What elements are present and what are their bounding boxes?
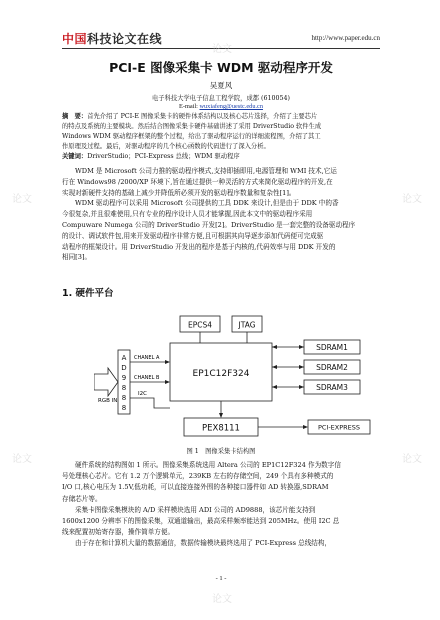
i2c-label: I2C bbox=[138, 391, 147, 397]
hardware-block-diagram bbox=[94, 310, 384, 448]
abstract-label: 摘 要： bbox=[62, 113, 88, 120]
epcs4-block bbox=[180, 316, 220, 332]
sdram1-label: SDRAM1 bbox=[316, 343, 348, 352]
watermark-text: 论文 bbox=[12, 454, 32, 465]
abstract-line: Windows WDM 驱动程序框架的整个过程，给出了驱动程序运行的详细流程图，介绍了其工 bbox=[62, 133, 321, 140]
abstract bbox=[62, 112, 380, 162]
sdram1-block bbox=[304, 340, 360, 354]
channel-a-label: CHANEL A bbox=[134, 355, 160, 361]
paragraph-line: 硬件系统的结构图如 1 所示。图像采集系统选用 Altera 公司的 EP1C12F324 作为数字信 bbox=[75, 461, 341, 469]
paper-email-line bbox=[62, 103, 380, 110]
paper-affiliation: 电子科技大学电子信息工程学院，成都 (610054) bbox=[152, 95, 290, 102]
keywords-label: 关键词： bbox=[62, 153, 88, 160]
paragraph-line: WDM 驱动程序可以采用 Microsoft 公司提供的工具 DDK 来设计,但是由于 DDK 中的香 bbox=[75, 199, 339, 208]
pci-express-label: PCI-EXPRESS bbox=[317, 423, 361, 432]
email-link[interactable]: wuxiafeng@uestc.edu.cn bbox=[199, 103, 263, 110]
paragraph-line: Compuware Numega 公司的 DriverStudio 开发[2]。DriverStudio 是一套完整的设备驱动程序 bbox=[62, 220, 356, 229]
ad-char: A bbox=[121, 354, 127, 362]
watermark-text: 论文 bbox=[402, 454, 422, 465]
paragraph-line: 的设计、调试软件包,用来开发驱动程序非常方便,且可根据其向导逐步添加代码便可完成驱 bbox=[62, 231, 324, 240]
sdram2-label: SDRAM2 bbox=[316, 363, 348, 372]
email-label: E-mail: bbox=[179, 103, 200, 110]
channel-b-label: CHANEL B bbox=[134, 375, 160, 381]
paragraph-line: 存储芯片等。 bbox=[62, 494, 102, 503]
jtag-label: JTAG bbox=[238, 320, 256, 330]
sdram2-block bbox=[304, 360, 360, 374]
paragraph-line: I/O 口,核心电压为 1.5V,低功耗，可以直接连接外围的各种接口器件如 AD 转换器,SDRAM bbox=[62, 483, 329, 492]
channel-a-arrowhead bbox=[165, 360, 170, 364]
page-number: - 1 - bbox=[215, 575, 227, 582]
abstract-text: 首先介绍了 PCI-E 图像采集卡的硬件体系结构以及核心芯片选择，介绍了主要芯片 bbox=[87, 113, 318, 120]
rgb-in-label: RGB IN bbox=[98, 398, 118, 404]
paragraph-line: WDM 是 Microsoft 公司力推的驱动程序模式,支持即插即用,电源管理和 WMI 技术,它运 bbox=[75, 167, 337, 175]
hardware-section-text bbox=[62, 460, 380, 550]
pex8111-block bbox=[184, 418, 258, 436]
epcs4-label: EPCS4 bbox=[187, 320, 213, 330]
sdram3-block bbox=[304, 380, 360, 394]
ad9888-block bbox=[118, 350, 130, 414]
abstract-line bbox=[62, 112, 380, 122]
watermark-text: 论文 bbox=[212, 594, 232, 605]
logo-prefix: 中国 bbox=[62, 32, 88, 46]
paragraph-line: 今很复杂,并且很难使用,只有专业的程序设计人员才能掌握,因此本文中的驱动程序采用 bbox=[62, 210, 313, 219]
ad-char: 9 bbox=[121, 374, 127, 382]
paragraph-line: 动程序的框架设计。用 DriverStudio 开发出的程序是基于内核的,代码效率与用 DDK 开发的 bbox=[62, 242, 336, 251]
paragraph-line: 由于存在和计算机大量的数据通信，数据传输模块最终选用了 PCI-Express 总线结构， bbox=[75, 539, 332, 548]
watermark-text: 论文 bbox=[12, 194, 32, 205]
abstract-line: 的特点及系统的主要模块。然后结合图像采集卡硬件基础讲述了采用 DriverStudio 软件生成 bbox=[62, 123, 322, 130]
site-url[interactable]: http://www.paper.edu.cn bbox=[311, 34, 380, 42]
sdram3-label: SDRAM3 bbox=[316, 383, 348, 392]
pci-express-block bbox=[308, 420, 370, 434]
paragraph-line: 行在 Windows98 /2000/XP 环境下,旨在通过提供一种灵活的方式来简化驱动程序的开发,在 bbox=[62, 177, 333, 186]
pex8111-label: PEX8111 bbox=[202, 423, 240, 434]
fpga-label: EP1C12F324 bbox=[192, 369, 250, 379]
ad-char: 8 bbox=[121, 394, 127, 402]
section-heading: 1. 硬件平台 bbox=[62, 288, 114, 299]
abstract-line: 作原理及过程。最后，对驱动程序的几个核心函数的代码进行了深入分析。 bbox=[62, 143, 270, 150]
paper-author: 吴夏风 bbox=[209, 81, 233, 90]
paragraph-line: 实现对新硬件支持的基础上减少并降低所必须开发的驱动程序数量和复杂性[1]。 bbox=[62, 188, 296, 197]
ad-char: D bbox=[121, 364, 127, 372]
channel-b-arrowhead bbox=[165, 380, 170, 384]
site-logo[interactable] bbox=[62, 30, 162, 47]
paragraph-line: 采集卡图像采集模块的 A/D 采样模块选用 ADI 公司的 AD9888，该芯片能支持到 bbox=[75, 505, 316, 514]
logo-main: 科技论文在线 bbox=[87, 32, 163, 46]
keywords-line bbox=[62, 152, 380, 162]
paragraph-line: 号处理核心芯片。它有 1.2 万个逻辑单元，239KB 左右的存储空间，249 个具有多种模式的 bbox=[62, 472, 334, 481]
keywords-text: DriverStudio；PCI-Express 总线；WDM 驱动程序 bbox=[87, 153, 240, 160]
figure-caption: 图 1 图像采集卡结构图 bbox=[186, 448, 256, 455]
watermark-text: 论文 bbox=[212, 44, 232, 55]
paragraph-line: 相同[3]。 bbox=[62, 253, 92, 262]
intro-section bbox=[62, 166, 380, 263]
paragraph-line: 1600x1200 分辨率下的图像采集，双通道输出，最高采样频率能达到 205MHz。使用 I2C 总 bbox=[62, 516, 340, 525]
jtag-block bbox=[232, 316, 262, 332]
paragraph-line: 线来配置初始寄存器，操作简单方便。 bbox=[62, 528, 175, 537]
rgb-in-arrow bbox=[94, 368, 118, 396]
watermark-text: 论文 bbox=[402, 194, 422, 205]
i2c-line bbox=[130, 398, 170, 408]
paper-title: PCI-E 图像采集卡 WDM 驱动程序开发 bbox=[109, 60, 333, 75]
ad-char: 8 bbox=[121, 384, 127, 392]
ad-char: 8 bbox=[121, 404, 127, 412]
fpga-block bbox=[170, 343, 272, 401]
